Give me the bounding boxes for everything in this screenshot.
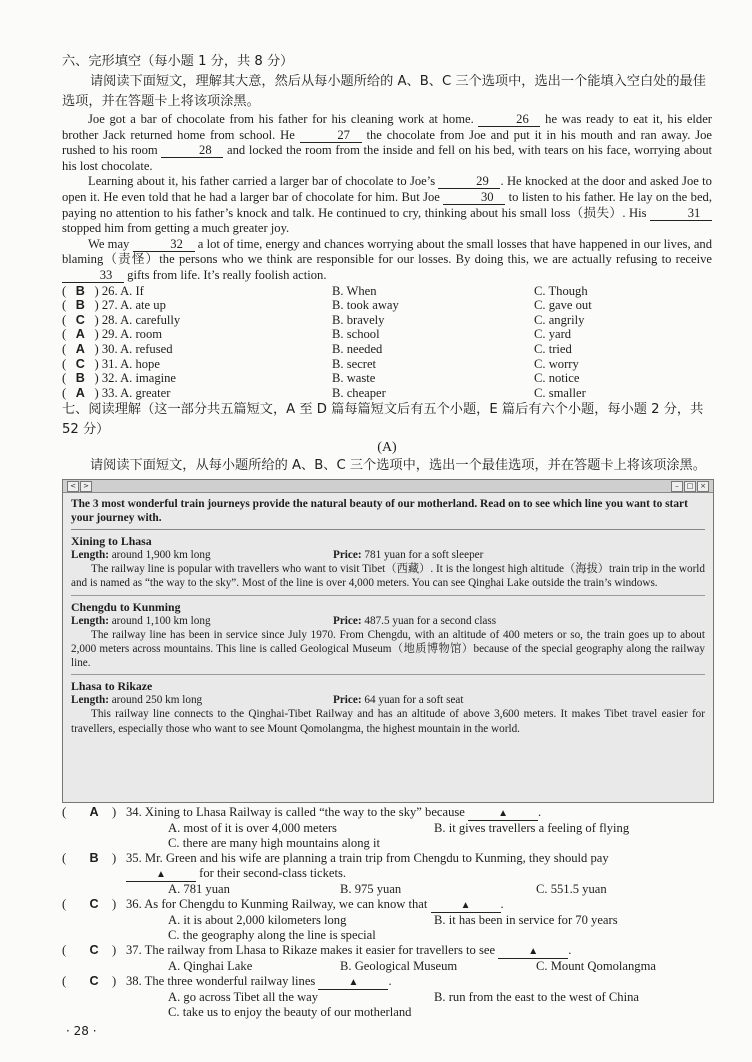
answer-mark: B (75, 283, 85, 298)
reading-instruction: 请阅读下面短文，从每小题所给的 A、B、C 三个选项中，选出一个最佳选项，并在答题卡上将该项涂黑。 (90, 458, 706, 474)
option-a: A. 781 yuan (168, 882, 230, 897)
answer-blank: ▲ (498, 946, 568, 959)
forward-icon[interactable]: > (80, 481, 92, 492)
question-stem: 35. Mr. Green and his wife are planning a train trip from Chengdu to Kunming, they should pay (126, 851, 609, 866)
question-number: 26. (101, 283, 118, 298)
option-b: B. cheaper (332, 385, 386, 400)
option-c: C. there are many high mountains along it (168, 836, 380, 851)
option-a: A. most of it is over 4,000 meters (168, 821, 337, 836)
blank-33: 33 (62, 269, 124, 283)
option-c: C. Mount Qomolangma (536, 959, 656, 974)
option-c: C. 551.5 yuan (536, 882, 607, 897)
option-c: C. the geography along the line is special (168, 928, 376, 943)
question-item: ( B ) 35. Mr. Green and his wife are planning a train trip from Chengdu to Kunming, they should pay ▲ for their second-class tickets. A. 781 yuan B. 975 yuan C. 551.5 yuan (62, 851, 609, 897)
option-b: B. secret (332, 356, 377, 371)
question-number: 30. (101, 341, 118, 356)
route-list (71, 530, 705, 739)
maximize-icon[interactable]: □ (684, 481, 696, 492)
blank-30: 30 (443, 191, 505, 205)
blank-32: 32 (133, 238, 195, 252)
option-a: A. Qinghai Lake (168, 959, 253, 974)
cloze-option-row: ( B ) 27. A. ate up B. took away C. gave out (62, 298, 712, 313)
price-label: Price: (333, 614, 362, 627)
option-b: B. run from the east to the west of China (434, 990, 639, 1005)
question-stem: 37. The railway from Lhasa to Rikaze makes it easier for travellers to see (126, 943, 499, 958)
length-label: Length: (71, 694, 109, 707)
answer-mark: A (75, 327, 85, 342)
answer-mark: C (75, 312, 85, 327)
option-a: A. refused (120, 341, 173, 356)
route-name: Chengdu to Kunming (71, 599, 181, 614)
blank-27: 27 (300, 129, 362, 143)
option-a: A. go across Tibet all the way (168, 990, 319, 1005)
cloze-option-row: ( B ) 26. A. If B. When C. Though (62, 284, 712, 299)
answer-blank: ▲ (126, 869, 196, 882)
length-label: Length: (71, 549, 109, 562)
cloze-passage (62, 112, 712, 284)
option-c: C. Though (534, 283, 588, 298)
question-stem-continuation: for their second-class tickets. (196, 866, 347, 881)
browser-toolbar (63, 480, 713, 493)
option-b: B. needed (332, 341, 383, 356)
option-b: B. it has been in service for 70 years (434, 913, 618, 928)
question-item: ( C ) 36. As for Chengdu to Kunming Railway, we can know that ▲ . A. it is about 2,000 kilometers long B. it has been in service for 70 years C. the geography along the line is special (62, 897, 618, 943)
route-description: The railway line is popular with travellers who want to visit Tibet（西藏）. It is the longest high altitude（海拔）train trip in the world and is named as “the way to the sky”. Most of the line is over 4,000 meters. You can see Qinghai Lake outside the train’s windows. (71, 563, 705, 590)
question-stem: 38. The three wonderful railway lines (126, 974, 319, 989)
option-a: A. If (120, 283, 144, 298)
route-length: around 1,100 km long (111, 614, 211, 627)
route-length: around 1,900 km long (111, 549, 211, 562)
option-b: B. it gives travellers a feeling of flying (434, 821, 630, 836)
answer-mark: C (75, 356, 85, 371)
option-b: B. took away (332, 298, 399, 313)
cloze-options-table (62, 284, 712, 401)
option-c: C. notice (534, 371, 580, 386)
option-c: C. tried (534, 341, 572, 356)
cloze-option-row: ( A ) 33. A. greater B. cheaper C. smaller (62, 386, 712, 401)
route-card (71, 675, 705, 739)
route-price: 487.5 yuan for a second class (364, 614, 497, 627)
option-c: C. take us to enjoy the beauty of our motherland (168, 1005, 412, 1020)
option-c: C. smaller (534, 385, 586, 400)
cloze-option-row: ( A ) 30. A. refused B. needed C. tried (62, 342, 712, 357)
web-intro: The 3 most wonderful train journeys provide the natural beauty of our motherland. Read on to see which line you want to start your journey with. (71, 497, 705, 530)
route-length: around 250 km long (111, 694, 203, 707)
option-a: A. greater (120, 385, 171, 400)
cloze-option-row: ( C ) 28. A. carefully B. bravely C. angrily (62, 313, 712, 328)
question-number: 29. (101, 327, 118, 342)
option-b: B. school (332, 327, 380, 342)
answer-mark: B (75, 298, 85, 313)
answer-blank: ▲ (468, 808, 538, 821)
option-a: A. imagine (120, 371, 177, 386)
page-number: · 28 · (66, 1024, 97, 1038)
option-a: A. hope (120, 356, 160, 371)
question-number: 28. (101, 312, 118, 327)
option-a: A. carefully (120, 312, 181, 327)
option-c: C. yard (534, 327, 572, 342)
answer-mark: B (75, 371, 85, 386)
answer-blank: ▲ (318, 977, 388, 990)
route-description: This railway line connects to the Qinghai-Tibet Railway and has an altitude of above 3,600 meters. It makes Tibet travel easier for travellers, especially those who want to see Mount Qomolangma, the highest mountain in the world. (71, 708, 705, 735)
route-price: 781 yuan for a soft sleeper (364, 549, 484, 562)
exam-page (62, 52, 712, 1020)
option-b: B. 975 yuan (340, 882, 402, 897)
web-page-frame (62, 479, 714, 803)
answer-mark: C (89, 974, 99, 989)
web-page-body (63, 493, 713, 739)
price-label: Price: (333, 694, 362, 707)
close-icon[interactable]: × (697, 481, 709, 492)
answer-mark: A (89, 805, 99, 820)
option-b: B. When (332, 283, 377, 298)
cloze-paragraph-1: Joe got a bar of chocolate from his father for his cleaning work at home. 26 he was ready to eat it, his elder brother Jack returned home from school. He 27 the chocolate from Joe and put it in his mouth and ran away. Joe rushed to his room 28 and locked the room from the inside and fell on his bed, with tears on his face, worrying about his lost chocolate. (62, 112, 712, 173)
answer-mark: C (89, 943, 99, 958)
option-b: B. bravely (332, 312, 385, 327)
option-a: A. ate up (120, 298, 166, 313)
option-a: A. it is about 2,000 kilometers long (168, 913, 347, 928)
answer-blank: ▲ (431, 900, 501, 913)
minimize-icon[interactable]: – (671, 481, 683, 492)
question-number: 33. (101, 385, 118, 400)
question-stem: 36. As for Chengdu to Kunming Railway, we can know that (126, 897, 431, 912)
cloze-section-title: 六、完形填空（每小题 1 分，共 8 分） (62, 54, 294, 69)
question-item: ( A ) 34. Xining to Lhasa Railway is called “the way to the sky” because ▲ . A. most of it is over 4,000 meters B. it gives travellers a feeling of flying C. there are many high mountains along it (62, 805, 630, 851)
length-label: Length: (71, 614, 109, 627)
option-c: C. gave out (534, 298, 592, 313)
route-name: Lhasa to Rikaze (71, 679, 153, 694)
option-c: C. angrily (534, 312, 585, 327)
blank-29: 29 (438, 175, 500, 189)
route-price: 64 yuan for a soft seat (364, 694, 464, 707)
question-item: ( C ) 38. The three wonderful railway lines ▲ . A. go across Tibet all the way B. run from the east to the west of China C. take us to enjoy the beauty of our motherland (62, 974, 639, 1020)
cloze-option-row: ( A ) 29. A. room B. school C. yard (62, 327, 712, 342)
route-description: The railway line has been in service since July 1970. From Chengdu, with an altitude of 400 meters or so, the train goes up to about 2,000 meters across mountains. This line is called Geological Museum（地质博物馆）because of the special geography along the railway line. (71, 628, 705, 670)
reading-questions (62, 805, 712, 1020)
blank-28: 28 (161, 144, 223, 158)
cloze-option-row: ( C ) 31. A. hope B. secret C. worry (62, 357, 712, 372)
option-a: A. room (120, 327, 163, 342)
cloze-paragraph-3: We may 32 a lot of time, energy and chances worrying about the small losses that have happened in our lives, and blaming（责怪）the persons who we think are responsible for our losses. By doing this, we are actually refusing to receive 33 gifts from life. It’s really foolish action. (62, 236, 712, 282)
answer-mark: C (89, 897, 99, 912)
option-b: B. Geological Museum (340, 959, 458, 974)
question-stem: 34. Xining to Lhasa Railway is called “the way to the sky” because (126, 805, 469, 820)
question-number: 27. (101, 298, 118, 313)
cloze-option-row: ( B ) 32. A. imagine B. waste C. notice (62, 371, 712, 386)
route-card (71, 530, 705, 595)
option-c: C. worry (534, 356, 579, 371)
answer-mark: B (89, 851, 99, 866)
blank-26: 26 (478, 113, 540, 127)
answer-mark: A (75, 341, 85, 356)
route-card (71, 596, 705, 676)
option-b: B. waste (332, 371, 376, 386)
cloze-instruction: 请阅读下面短文，理解其大意，然后从每小题所给的 A、B、C 三个选项中，选出一个能填入空白处的最佳选项，并在答题卡上将该项涂黑。 (62, 74, 706, 109)
answer-mark: A (75, 385, 85, 400)
back-icon[interactable]: < (67, 481, 79, 492)
question-number: 31. (101, 356, 118, 371)
question-item: ( C ) 37. The railway from Lhasa to Rikaze makes it easier for travellers to see ▲ . A. Qinghai Lake B. Geological Museum C. Mount Qomolangma (62, 943, 656, 974)
cloze-paragraph-2: Learning about it, his father carried a larger bar of chocolate to Joe’s 29 . He knocked at the door and asked Joe to open it. He even told that he had a larger bar of chocolate for him. But Joe 30 to listen to his father. He lay on the bed, paying no attention to his father’s knock and talk. He continued to cry, thinking about his small loss（损失）. His 31 stopped him from getting a much greater joy. (62, 174, 712, 236)
reading-section-title: 七、阅读理解（这一部分共五篇短文，A 至 D 篇每篇短文后有五个小题，E 篇后有六个小题，每小题 2 分，共 52 分） (62, 402, 704, 438)
price-label: Price: (333, 549, 362, 562)
route-name: Xining to Lhasa (71, 534, 152, 549)
question-number: 32. (101, 371, 118, 386)
passage-label: (A) (377, 440, 397, 456)
blank-31: 31 (650, 207, 712, 221)
